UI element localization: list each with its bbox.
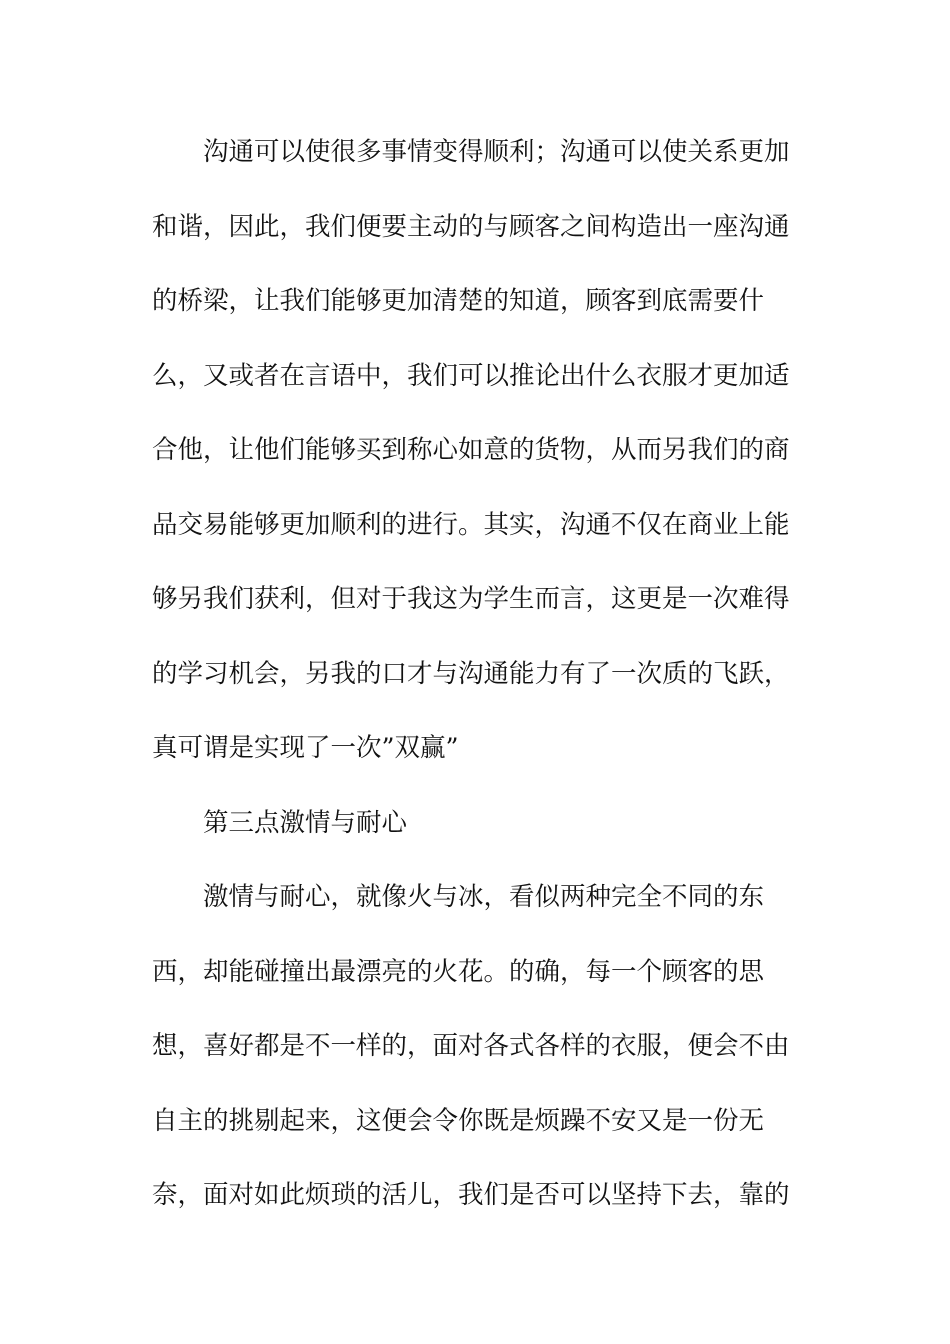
- paragraph-line: 么，又或者在言语中，我们可以推论出什么衣服才更加适: [152, 360, 790, 391]
- paragraph-line: 的学习机会，另我的口才与沟通能力有了一次质的飞跃，: [152, 658, 790, 689]
- paragraph-line: 奈，面对如此烦琐的活儿，我们是否可以坚持下去，靠的: [152, 1180, 790, 1210]
- paragraph-line: 沟通可以使很多事情变得顺利；沟通可以使关系更加: [203, 137, 790, 167]
- paragraph-line: 和谐，因此，我们便要主动的与顾客之间构造出一座沟通: [152, 211, 790, 242]
- paragraph-line: 自主的挑剔起来，这便会令你既是烦躁不安又是一份无: [152, 1105, 765, 1136]
- paragraph-line: 西，却能碰撞出最漂亮的火花。的确，每一个顾客的思: [152, 956, 765, 987]
- paragraph-line: 真可谓是实现了一次”双赢”: [152, 733, 459, 763]
- document-body: [152, 128, 792, 1246]
- paragraph-line: 品交易能够更加顺利的进行。其实，沟通不仅在商业上能: [152, 509, 790, 540]
- paragraph-line: 想，喜好都是不一样的，面对各式各样的衣服，便会不由: [152, 1031, 790, 1061]
- paragraph-line: 激情与耐心，就像火与冰，看似两种完全不同的东: [203, 882, 765, 912]
- paragraph-line: 合他，让他们能够买到称心如意的货物，从而另我们的商: [152, 435, 790, 465]
- section-heading: 第三点激情与耐心: [203, 807, 408, 838]
- paragraph-line: 的桥梁，让我们能够更加清楚的知道，顾客到底需要什: [152, 286, 765, 316]
- paragraph-line: 够另我们获利，但对于我这为学生而言，这更是一次难得: [152, 584, 790, 614]
